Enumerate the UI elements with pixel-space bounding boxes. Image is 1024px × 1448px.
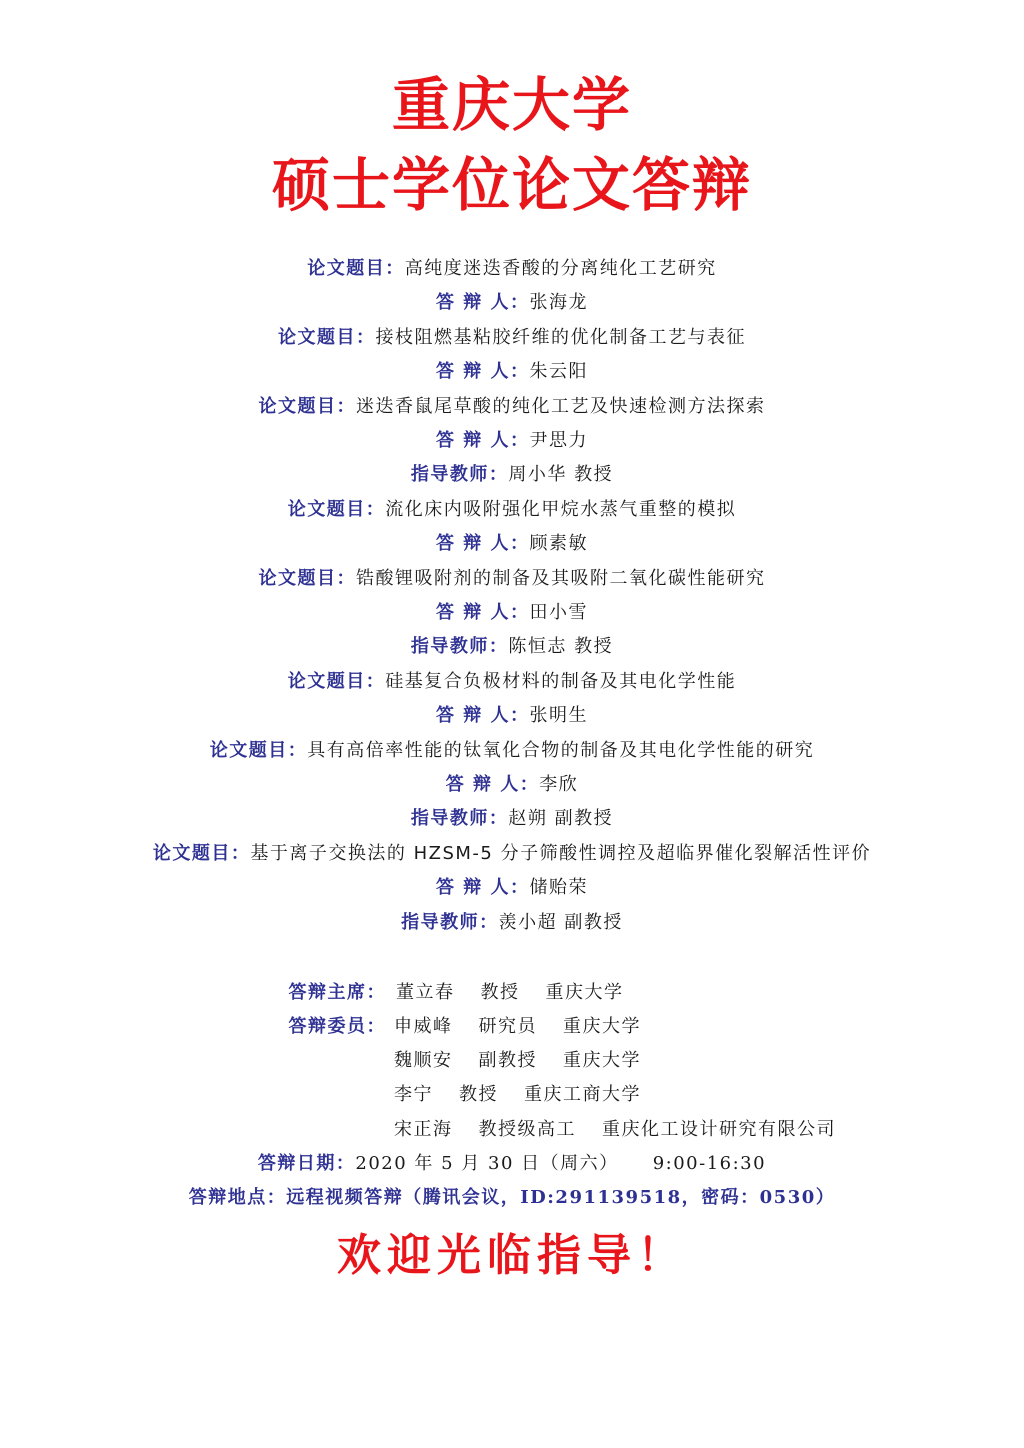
defender-row (0, 359, 1024, 385)
defender-row (0, 531, 1024, 557)
member-org: 重庆化工设计研究有限公司 (602, 1119, 836, 1140)
thesis-title-row (0, 669, 1024, 695)
defense-title: 硕士学位论文答辩 (271, 151, 752, 219)
advisor-row (0, 910, 1024, 936)
thesis-title-row (0, 325, 1024, 351)
member-org: 重庆大学 (563, 1016, 641, 1037)
location-label: 答辩地点： (188, 1187, 287, 1208)
defender-label: 答 辩 人： (435, 430, 530, 451)
defense-date-row (0, 1151, 1024, 1177)
defender-value: 张海龙 (529, 292, 589, 314)
thesis-title-row (0, 256, 1024, 282)
defender-row (0, 703, 1024, 729)
member-value (394, 1117, 862, 1143)
defender-row (0, 600, 1024, 626)
advisor-value: 陈恒志 教授 (508, 636, 614, 658)
thesis-label: 论文题目： (258, 567, 356, 589)
thesis-value: 具有高倍率性能的钛氧化合物的制备及其电化学性能的研究 (307, 739, 815, 761)
member-name: 李宁 (394, 1084, 433, 1105)
defender-label: 答 辩 人： (435, 705, 530, 727)
members-label: 答辩委员： (288, 1016, 386, 1037)
thesis-title-row (0, 738, 1024, 764)
defender-value: 李欣 (539, 774, 579, 795)
defender-label: 答 辩 人： (435, 602, 530, 623)
advisor-label: 指导教师： (410, 464, 509, 486)
advisor-row (0, 462, 1024, 488)
member-title: 研究员 (478, 1016, 537, 1037)
thesis-value: 流化床内吸附强化甲烷水蒸气重整的模拟 (385, 498, 737, 520)
defender-label: 答 辩 人： (435, 292, 530, 314)
thesis-label: 论文题目： (258, 395, 356, 417)
advisor-label: 指导教师： (401, 911, 499, 933)
member-title: 教授 (459, 1084, 498, 1105)
advisor-label: 指导教师： (410, 808, 509, 830)
chair-org: 重庆大学 (545, 982, 624, 1003)
thesis-title-row (0, 497, 1024, 523)
defender-label: 答 辩 人： (445, 774, 540, 795)
welcome-message: 欢迎光临指导！ (337, 1230, 687, 1281)
thesis-value: 接枝阻燃基粘胶纤维的优化制备工艺与表征 (375, 326, 746, 348)
defender-value: 朱云阳 (529, 361, 589, 383)
thesis-title-row (0, 566, 1024, 592)
defender-row (0, 428, 1024, 454)
date-value: 2020 年 5 月 30 日（周六） (355, 1153, 619, 1174)
chair-label: 答辩主席： (288, 982, 386, 1003)
advisor-value: 羡小超 副教授 (498, 911, 623, 933)
thesis-label: 论文题目： (307, 258, 405, 279)
thesis-title-row (0, 394, 1024, 420)
advisor-value: 赵朔 副教授 (508, 808, 614, 830)
thesis-label: 论文题目： (278, 326, 376, 348)
date-label: 答辩日期： (257, 1153, 356, 1174)
advisor-value: 周小华 教授 (508, 464, 614, 486)
defender-value: 张明生 (529, 705, 589, 727)
member-value (394, 1048, 667, 1074)
chair-name: 董立春 (396, 982, 455, 1003)
member-org: 重庆工商大学 (524, 1084, 641, 1105)
thesis-label: 论文题目： (152, 842, 251, 864)
university-title: 重庆大学 (391, 71, 632, 139)
member-name: 魏顺安 (394, 1050, 453, 1071)
member-title: 副教授 (478, 1050, 537, 1071)
member-name: 宋正海 (394, 1119, 453, 1140)
thesis-value: 高纯度迷迭香酸的分离纯化工艺研究 (404, 258, 717, 279)
member-org: 重庆大学 (563, 1050, 641, 1071)
advisor-label: 指导教师： (410, 636, 509, 658)
thesis-value: 迷迭香鼠尾草酸的纯化工艺及快速检测方法探索 (356, 395, 766, 417)
advisor-row (0, 634, 1024, 660)
chair-title: 教授 (480, 982, 520, 1003)
defender-value: 尹思力 (529, 430, 589, 451)
thesis-title-row (0, 841, 1024, 867)
member-title: 教授级高工 (478, 1119, 576, 1140)
defender-row (0, 772, 1024, 798)
defender-row (0, 875, 1024, 901)
member-value (394, 1014, 667, 1040)
defender-row (0, 290, 1024, 316)
thesis-label: 论文题目： (209, 739, 308, 761)
thesis-value: 锆酸锂吸附剂的制备及其吸附二氧化碳性能研究 (356, 567, 766, 589)
thesis-label: 论文题目： (287, 498, 386, 520)
location-value: 远程视频答辩（腾讯会议，ID:291139518，密码：0530） (286, 1187, 836, 1208)
advisor-row (0, 806, 1024, 832)
defender-label: 答 辩 人： (435, 877, 530, 899)
chair-value (396, 980, 650, 1006)
defender-value: 储贻荣 (529, 877, 589, 899)
defender-value: 顾素敏 (529, 533, 589, 555)
time-value: 9:00-16:30 (652, 1153, 767, 1174)
member-name: 申威峰 (394, 1016, 453, 1037)
defender-label: 答 辩 人： (435, 533, 530, 555)
thesis-label: 论文题目： (287, 670, 386, 692)
member-value (394, 1082, 667, 1108)
defender-label: 答 辩 人： (435, 361, 530, 383)
thesis-value: 硅基复合负极材料的制备及其电化学性能 (385, 670, 737, 692)
defense-location-row (0, 1185, 1024, 1211)
defender-value: 田小雪 (529, 602, 589, 623)
thesis-value: 基于离子交换法的 HZSM-5 分子筛酸性调控及超临界催化裂解活性评价 (250, 842, 872, 864)
